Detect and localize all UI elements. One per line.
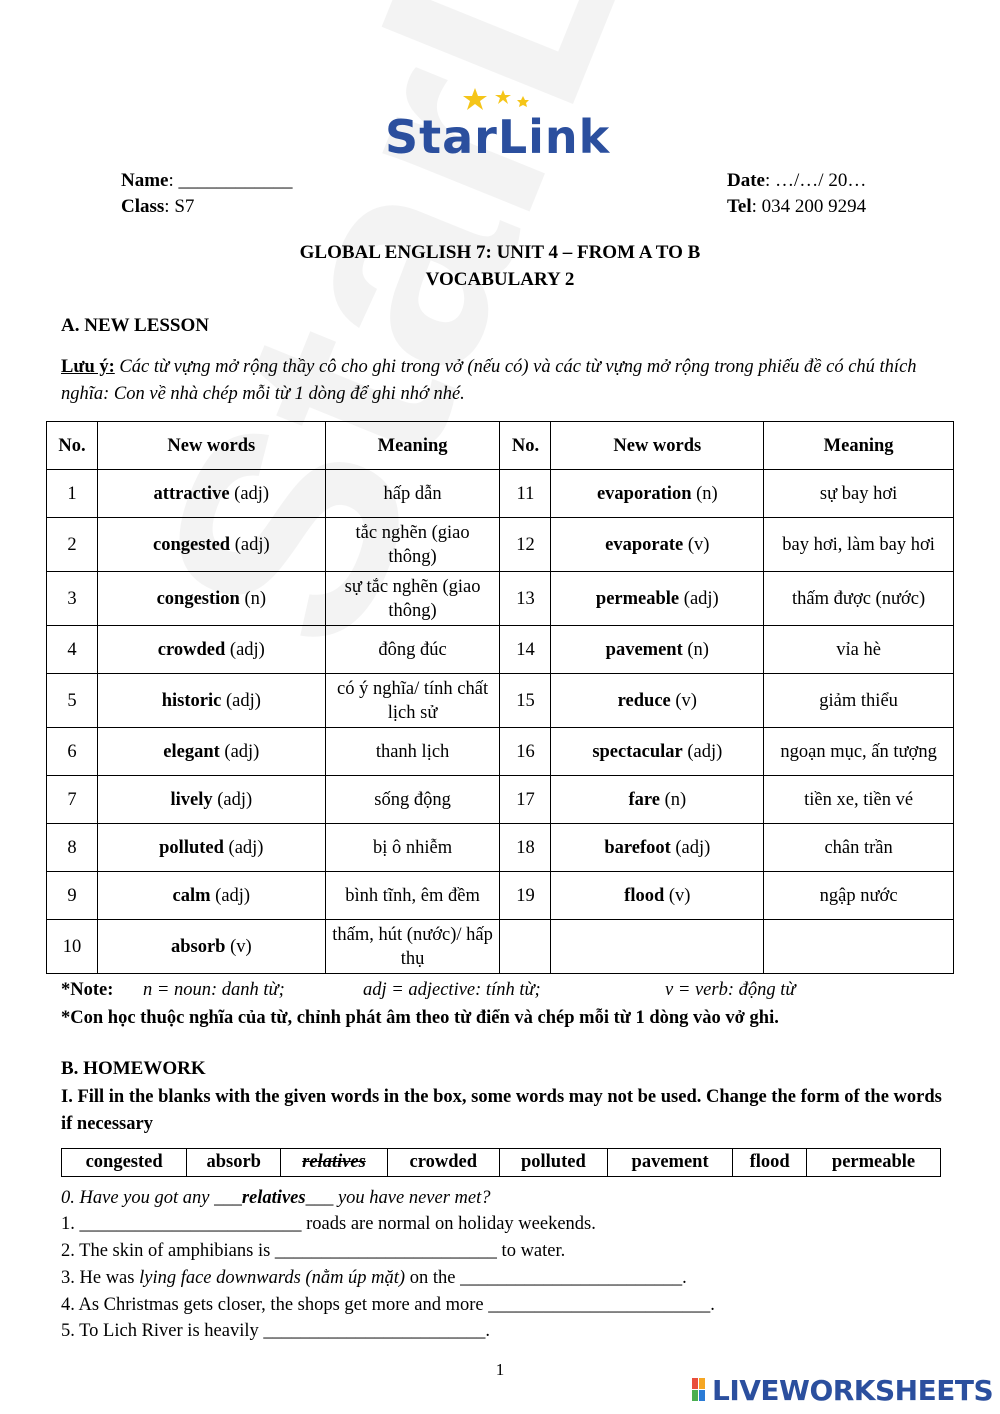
table-row (47, 518, 954, 572)
row-number: 2 (47, 518, 98, 572)
lesson-note (61, 354, 956, 408)
meaning: ngập nước (764, 872, 954, 920)
example-answer: relatives (241, 1188, 306, 1208)
new-word: reduce (v) (551, 674, 764, 728)
meaning (764, 920, 954, 974)
name-field: Name: ____________ (121, 170, 293, 191)
note-label: Lưu ý: (61, 357, 115, 377)
question-1[interactable]: 1. ________________________ roads are normal on holiday weekends. (61, 1214, 596, 1234)
new-word: lively (adj) (97, 776, 325, 824)
table-row (47, 824, 954, 872)
table-row (47, 572, 954, 626)
tel-field: Tel: 034 200 9294 (727, 196, 867, 217)
task-instruction: I. Fill in the blanks with the given words in the box, some words may not be used. Change the form of the words if necessary (61, 1087, 942, 1134)
table-row (47, 728, 954, 776)
meaning: bình tĩnh, êm đềm (325, 872, 500, 920)
word-box-item: polluted (499, 1149, 607, 1177)
abbreviation-verb: v = verb: động từ (665, 980, 796, 1000)
meaning: hấp dẫn (325, 470, 500, 518)
meaning: thấm được (nước) (764, 572, 954, 626)
new-word: elegant (adj) (97, 728, 325, 776)
worksheet-title: GLOBAL ENGLISH 7: UNIT 4 – FROM A TO B (299, 242, 701, 263)
row-number: 1 (47, 470, 98, 518)
word-box (61, 1148, 941, 1177)
liveworksheets-logo-icon (692, 1378, 706, 1402)
row-number: 6 (47, 728, 98, 776)
meaning: tắc nghẽn (giao thông) (325, 518, 500, 572)
question-5[interactable]: 5. To Lich River is heavily ________________________. (61, 1321, 490, 1341)
row-number: 7 (47, 776, 98, 824)
starlink-logo (385, 88, 615, 163)
abbreviation-label: *Note: (61, 980, 114, 1000)
table-row (47, 872, 954, 920)
row-number: 15 (500, 674, 551, 728)
meaning: giảm thiểu (764, 674, 954, 728)
word-box-item: congested (62, 1149, 187, 1177)
example-question: 0. Have you got any ___relatives___ you have never met? (61, 1188, 491, 1208)
word-box-item: flood (733, 1149, 807, 1177)
new-word (551, 920, 764, 974)
row-number (500, 920, 551, 974)
col-header: Meaning (764, 422, 954, 470)
section-b-heading: B. HOMEWORK (61, 1058, 206, 1079)
new-word: attractive (adj) (97, 470, 325, 518)
class-field: Class: S7 (121, 196, 195, 217)
row-number: 16 (500, 728, 551, 776)
new-word: flood (v) (551, 872, 764, 920)
table-row (47, 626, 954, 674)
col-header: No. (47, 422, 98, 470)
note-text: Các từ vựng mở rộng thầy cô cho ghi trong vở (nếu có) và các từ vựng mở rộng trong phiếu đề có chú thích nghĩa: Con về nhà chép mỗi từ 1 dòng để ghi nhớ nhé. (61, 357, 917, 404)
new-word: barefoot (adj) (551, 824, 764, 872)
row-number: 12 (500, 518, 551, 572)
word-box-item-used: relatives (281, 1149, 388, 1177)
row-number: 10 (47, 920, 98, 974)
meaning: đông đúc (325, 626, 500, 674)
meaning: bị ô nhiễm (325, 824, 500, 872)
row-number: 4 (47, 626, 98, 674)
new-word: absorb (v) (97, 920, 325, 974)
new-word: congestion (n) (97, 572, 325, 626)
new-word: evaporate (v) (551, 518, 764, 572)
logo-wordmark: StarLink (385, 110, 611, 164)
meaning: sự tắc nghẽn (giao thông) (325, 572, 500, 626)
question-3[interactable]: 3. He was lying face downwards (nằm úp mặt) on the ________________________. (61, 1268, 687, 1288)
table-row (47, 920, 954, 974)
new-word: spectacular (adj) (551, 728, 764, 776)
word-box-item: crowded (387, 1149, 499, 1177)
study-note: *Con học thuộc nghĩa của từ, chỉnh phát âm theo từ điển và chép mỗi từ 1 dòng vào vở ghi. (61, 1008, 779, 1028)
table-header-row (47, 422, 954, 470)
word-box-item: permeable (807, 1149, 941, 1177)
row-number: 14 (500, 626, 551, 674)
row-number: 3 (47, 572, 98, 626)
new-word: historic (adj) (97, 674, 325, 728)
liveworksheets-brand[interactable]: LIVEWORKSHEETS (712, 1374, 994, 1407)
row-number: 17 (500, 776, 551, 824)
row-number: 11 (500, 470, 551, 518)
meaning: bay hơi, làm bay hơi (764, 518, 954, 572)
row-number: 19 (500, 872, 551, 920)
question-4[interactable]: 4. As Christmas gets closer, the shops get more and more ________________________. (61, 1295, 715, 1315)
row-number: 13 (500, 572, 551, 626)
abbreviation-noun: n = noun: danh từ; (143, 980, 285, 1000)
col-header: No. (500, 422, 551, 470)
question-2[interactable]: 2. The skin of amphibians is ________________________ to water. (61, 1241, 566, 1261)
col-header: New words (551, 422, 764, 470)
meaning: ngoạn mục, ấn tượng (764, 728, 954, 776)
meaning: vỉa hè (764, 626, 954, 674)
row-number: 9 (47, 872, 98, 920)
table-row (47, 776, 954, 824)
row-number: 5 (47, 674, 98, 728)
page-number: 1 (495, 1360, 505, 1379)
row-number: 8 (47, 824, 98, 872)
new-word: pavement (n) (551, 626, 764, 674)
word-box-item: pavement (607, 1149, 732, 1177)
new-word: calm (adj) (97, 872, 325, 920)
meaning: sống động (325, 776, 500, 824)
table-row (47, 470, 954, 518)
col-header: Meaning (325, 422, 500, 470)
new-word: congested (adj) (97, 518, 325, 572)
meaning: thanh lịch (325, 728, 500, 776)
new-word: polluted (adj) (97, 824, 325, 872)
abbreviation-adjective: adj = adjective: tính từ; (363, 980, 541, 1000)
meaning: chân trần (764, 824, 954, 872)
meaning: tiền xe, tiền vé (764, 776, 954, 824)
new-word: evaporation (n) (551, 470, 764, 518)
vocabulary-table (46, 421, 954, 974)
meaning: sự bay hơi (764, 470, 954, 518)
new-word: permeable (adj) (551, 572, 764, 626)
word-box-item: absorb (187, 1149, 281, 1177)
col-header: New words (97, 422, 325, 470)
date-field: Date: …/…/ 20… (727, 170, 867, 191)
worksheet-subtitle: VOCABULARY 2 (425, 269, 575, 290)
new-word: crowded (adj) (97, 626, 325, 674)
table-row (47, 674, 954, 728)
row-number: 18 (500, 824, 551, 872)
meaning: thấm, hút (nước)/ hấp thụ (325, 920, 500, 974)
section-a-heading: A. NEW LESSON (61, 315, 210, 336)
meaning: có ý nghĩa/ tính chất lịch sử (325, 674, 500, 728)
new-word: fare (n) (551, 776, 764, 824)
